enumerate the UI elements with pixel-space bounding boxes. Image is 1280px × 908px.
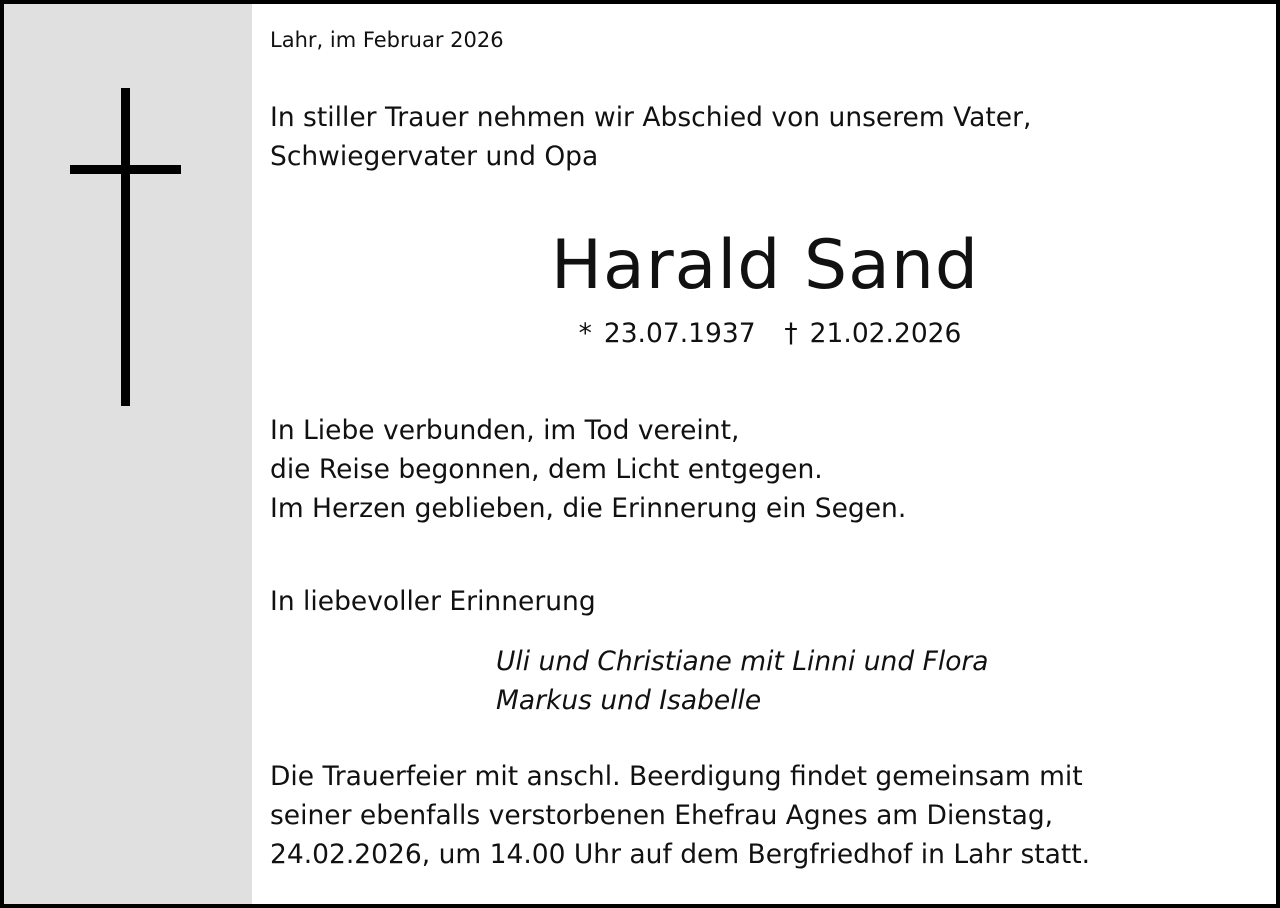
- sidebar-panel: [4, 4, 252, 904]
- funeral-notice: [270, 757, 1090, 874]
- family-line: Markus und Isabelle: [496, 685, 762, 716]
- notice-line: Die Trauerfeier mit anschl. Beerdigung findet gemeinsam mit: [270, 761, 1083, 792]
- life-dates: [4, 318, 1276, 349]
- cross-icon-bar: [70, 165, 181, 174]
- birth-symbol: *: [578, 318, 592, 349]
- poem-line: die Reise begonnen, dem Licht entgegen.: [270, 454, 823, 485]
- death-date: 21.02.2026: [809, 318, 962, 349]
- poem-line: In Liebe verbunden, im Tod vereint,: [270, 415, 740, 446]
- intro-text: [270, 98, 1031, 176]
- family-names: [496, 642, 989, 720]
- deceased-name: Harald Sand: [550, 226, 980, 305]
- poem: [270, 411, 906, 528]
- notice-line: 24.02.2026, um 14.00 Uhr auf dem Bergfriedhof in Lahr statt.: [270, 839, 1091, 870]
- death-symbol: †: [784, 318, 798, 349]
- family-line: Uli und Christiane mit Linni und Flora: [496, 646, 989, 677]
- place-date: Lahr, im Februar 2026: [270, 28, 504, 52]
- intro-line: In stiller Trauer nehmen wir Abschied von unserem Vater,: [270, 102, 1032, 133]
- intro-line: Schwiegervater und Opa: [270, 141, 599, 172]
- closing-text: In liebevoller Erinnerung: [270, 586, 596, 617]
- birth-date: 23.07.1937: [603, 318, 756, 349]
- notice-line: seiner ebenfalls verstorbenen Ehefrau Agnes am Dienstag,: [270, 800, 1054, 831]
- poem-line: Im Herzen geblieben, die Erinnerung ein Segen.: [270, 493, 907, 524]
